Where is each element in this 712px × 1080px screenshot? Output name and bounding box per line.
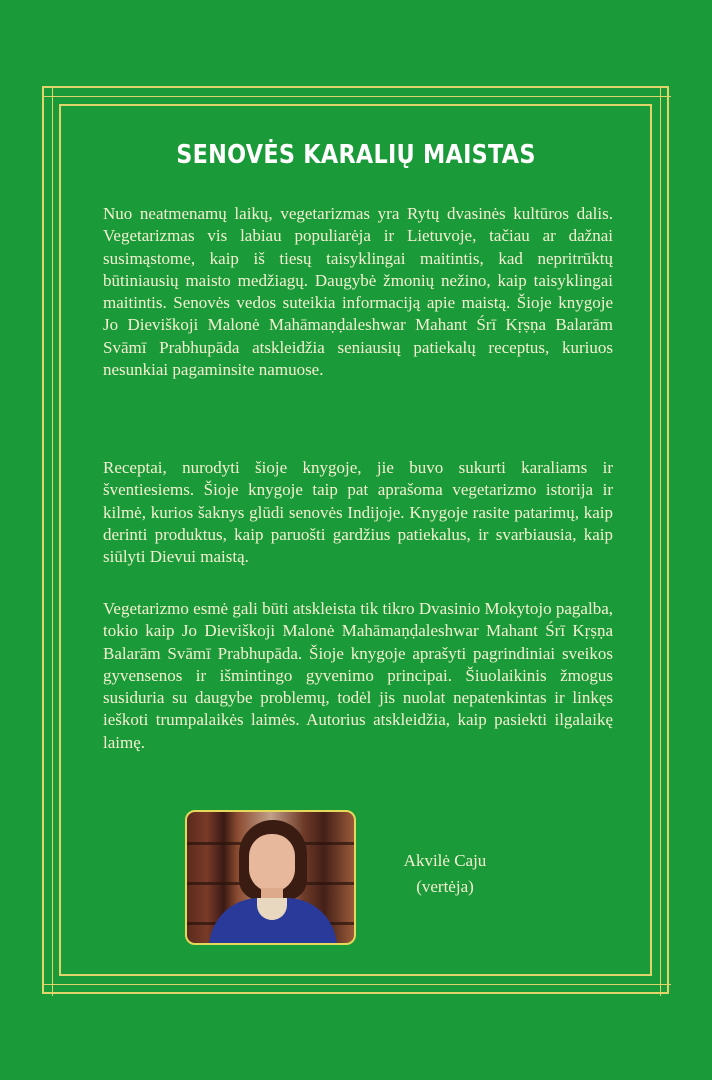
frame-line <box>42 96 671 97</box>
frame-line <box>660 86 661 996</box>
frame-line <box>52 86 53 996</box>
translator-role: (vertėja) <box>416 877 474 896</box>
description-paragraph-2: Receptai, nurodyti šioje knygoje, jie buvo sukurti karaliams ir šventiesiems. Šioje knygoje taip pat aprašoma vegetarizmo istorija ir kilmė, kurios šaknys glūdi senovės Indijoje. Knygoje rasite patarimų, kaip derinti produktus, kaip paruošti gardžius patiekalus, ir svarbiausia, kaip siūlyti Dievui maistą. <box>103 458 613 567</box>
description-paragraph-3: Vegetarizmo esmė gali būti atskleista tik tikro Dvasinio Mokytojo pagalba, tokio kaip Jo Dieviškoji Malonė Mahāmaṇḍaleshwar Mahant Śrī Kṛṣṇa Balarām Svāmī Prabhupāda. Šioje knygoje aprašyti pagrindiniai sveikos gyvensenos ir išmintingo gyvenimo principai. Šiuolaikinis žmogus susiduria su daugybe problemų, todėl jis nuolat nepatenkintas ir linkęs ieškoti trumpalaikės laimės. Autorius atskleidžia, kaip pasiekti ilgalaikę laimę. <box>103 599 613 752</box>
translator-photo <box>185 810 356 945</box>
translator-name: Akvilė Caju <box>403 851 487 870</box>
book-title: SENOVĖS KARALIŲ MAISTAS <box>176 140 536 170</box>
description-paragraph-1: Nuo neatmenamų laikų, vegetarizmas yra Rytų dvasinės kultūros dalis. Vegetarizmas vis labiau populiarėja ir Lietuvoje, tačiau ar dažnai susimąstome, kaip iš tiesų taisyklingai maitintis, kad nepritrūktų būtiniausių maisto medžiagų. Daugybė žmonių nežino, kaip taisyklingai maitintis. Senovės vedos suteikia informaciją apie maistą. Šioje knygoje Jo Dieviškoji Malonė Mahāmaṇḍaleshwar Mahant Śrī Kṛṣṇa Balarām Svāmī Prabhupāda atskleidžia seniausių patiekalų receptus, kuriuos nesunkiai pagaminsite namuose. <box>103 204 613 380</box>
frame-line <box>42 984 671 985</box>
